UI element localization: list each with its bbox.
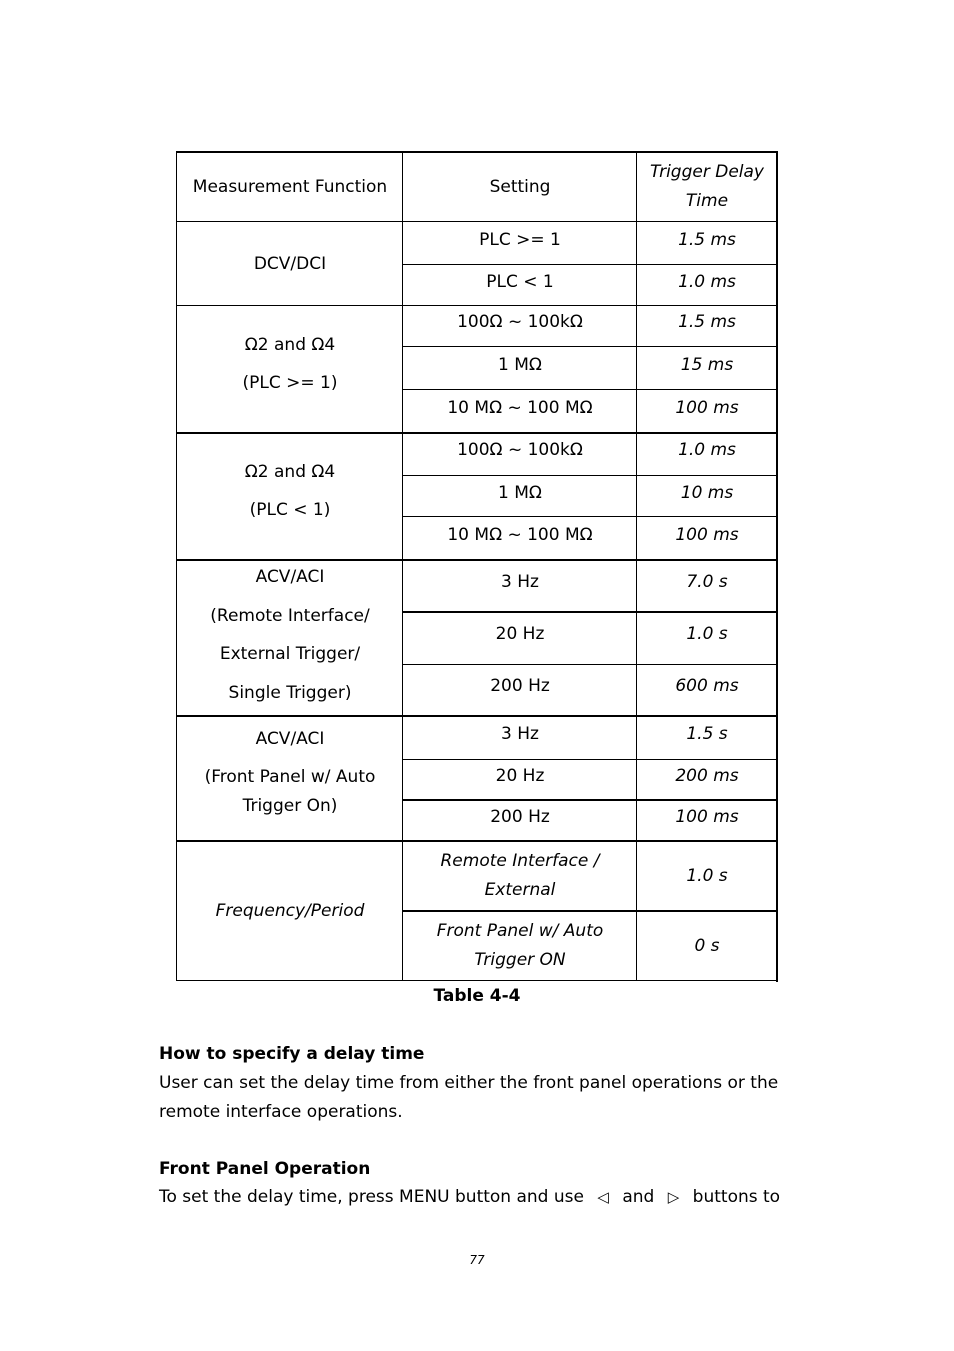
setting-cell — [403, 222, 637, 259]
function-label-line3: Trigger On) — [242, 796, 338, 816]
table-subrow-divider — [402, 759, 778, 760]
setting-cell — [403, 719, 637, 749]
section-heading-delay-time: How to specify a delay time — [159, 1044, 425, 1064]
function-label-line2: (PLC < 1) — [249, 500, 331, 520]
delay-cell — [637, 719, 777, 749]
delay-value: 100 ms — [675, 524, 739, 545]
paragraph-text: buttons to — [692, 1187, 781, 1207]
table-border-top — [176, 151, 778, 153]
setting-label: 10 MΩ ~ 100 MΩ — [447, 397, 593, 418]
table-border-bottom — [176, 980, 778, 981]
setting-label: 20 Hz — [495, 623, 545, 644]
setting-cell — [403, 264, 637, 301]
function-label-line2: (Remote Interface/ — [210, 605, 370, 626]
delay-cell — [637, 802, 777, 832]
setting-label: 100Ω ~ 100kΩ — [457, 311, 583, 332]
delay-cell — [637, 264, 777, 301]
delay-value: 100 ms — [675, 397, 739, 418]
right-arrow-icon: ▷ — [667, 1188, 680, 1206]
delay-cell — [637, 842, 777, 910]
table-row-divider — [176, 432, 778, 434]
function-label-line1: Ω2 and Ω4 — [244, 462, 336, 482]
setting-label: 1 MΩ — [498, 482, 542, 503]
setting-label: 200 Hz — [490, 675, 550, 696]
setting-label: Remote Interface / External — [440, 851, 600, 900]
setting-label: 100Ω ~ 100kΩ — [457, 439, 583, 460]
delay-cell — [637, 222, 777, 259]
function-cell-dcv-dci — [177, 222, 403, 306]
delay-value: 100 ms — [675, 806, 739, 827]
setting-cell — [403, 306, 637, 338]
setting-cell — [403, 671, 637, 701]
function-cell-ohm-plc-ge-1 — [177, 326, 403, 402]
function-label: DCV/DCI — [253, 253, 327, 274]
paragraph-text: and — [622, 1187, 655, 1207]
function-label-line2: (Front Panel w/ Auto — [204, 767, 376, 787]
function-cell-ohm-plc-lt-1 — [177, 453, 403, 529]
setting-cell — [403, 347, 637, 383]
table-subrow-divider — [402, 346, 778, 347]
setting-cell — [403, 434, 637, 466]
delay-value: 1.5 ms — [678, 311, 736, 332]
delay-value: 1.0 s — [686, 865, 728, 886]
table-subrow-divider — [402, 799, 778, 801]
table-subrow-divider — [402, 389, 778, 390]
paragraph-text: To set the delay time, press MENU button and use — [159, 1187, 584, 1207]
delay-value: 15 ms — [680, 354, 734, 375]
setting-cell — [403, 842, 637, 910]
table-row-divider — [176, 715, 778, 717]
delay-value: 1.5 s — [686, 723, 728, 744]
header-label-line1: Trigger Delay — [650, 162, 764, 182]
table-subrow-divider — [402, 664, 778, 665]
delay-value: 600 ms — [675, 675, 739, 696]
table-row-divider — [176, 559, 778, 561]
setting-cell — [403, 802, 637, 832]
table-caption: Table 4-4 — [433, 986, 521, 1006]
delay-value: 7.0 s — [686, 571, 728, 592]
setting-cell — [403, 912, 637, 980]
setting-cell — [403, 518, 637, 552]
section-heading-front-panel: Front Panel Operation — [159, 1159, 371, 1179]
delay-value: 1.0 s — [686, 623, 728, 644]
setting-label: 10 MΩ ~ 100 MΩ — [447, 524, 593, 545]
setting-cell — [403, 567, 637, 597]
delay-cell — [637, 390, 777, 426]
delay-value: 1.0 ms — [678, 439, 736, 460]
table-subrow-divider — [402, 475, 778, 476]
paragraph-line: User can set the delay time from either the front panel operations or the — [159, 1073, 779, 1093]
left-arrow-icon: ◁ — [597, 1188, 609, 1206]
delay-value: 0 s — [694, 935, 720, 956]
table-row-divider — [176, 305, 778, 306]
page-number: 77 — [469, 1253, 485, 1267]
delay-value: 200 ms — [675, 765, 739, 786]
delay-cell — [637, 671, 777, 701]
table-border-right — [776, 151, 778, 982]
setting-cell — [403, 390, 637, 426]
header-label: Measurement Function — [192, 176, 388, 197]
delay-cell — [637, 347, 777, 383]
section-paragraph-delay-time — [159, 1069, 859, 1127]
table-subrow-divider — [402, 910, 778, 912]
function-label-line3: External Trigger/ — [219, 644, 361, 664]
delay-cell — [637, 434, 777, 466]
header-measurement-function — [177, 152, 403, 222]
setting-label: PLC < 1 — [486, 272, 554, 292]
function-label-line1: ACV/ACI — [255, 729, 325, 749]
setting-label: Front Panel w/ Auto Trigger ON — [436, 921, 604, 970]
table-subrow-divider — [402, 611, 778, 613]
setting-label: 200 Hz — [490, 806, 550, 827]
setting-label: PLC >= 1 — [479, 230, 561, 250]
function-label: Frequency/Period — [215, 901, 365, 921]
delay-value: 10 ms — [680, 482, 734, 503]
setting-label: 3 Hz — [501, 571, 539, 592]
function-cell-frequency-period — [177, 842, 403, 981]
section-paragraph-front-panel — [159, 1183, 859, 1212]
header-label: Setting — [489, 176, 551, 197]
delay-cell — [637, 476, 777, 510]
header-trigger-delay-time — [637, 152, 777, 222]
delay-cell — [637, 306, 777, 338]
function-cell-acv-aci-remote — [177, 558, 403, 710]
delay-cell — [637, 518, 777, 552]
header-setting — [403, 152, 637, 222]
setting-cell — [403, 761, 637, 791]
table-column-divider — [402, 151, 403, 981]
function-label-line2: (PLC >= 1) — [242, 373, 338, 393]
setting-label: 1 MΩ — [498, 354, 542, 375]
table-row-divider — [176, 840, 778, 842]
delay-value: 1.5 ms — [678, 230, 736, 250]
delay-cell — [637, 912, 777, 980]
function-cell-acv-aci-front-panel — [177, 725, 403, 825]
table-subrow-divider — [402, 516, 778, 517]
function-label-line1: ACV/ACI — [255, 567, 325, 587]
table-border-left — [176, 151, 177, 981]
paragraph-line: remote interface operations. — [159, 1102, 403, 1122]
setting-label: 20 Hz — [495, 765, 545, 786]
delay-cell — [637, 567, 777, 597]
header-label-line2: Time — [685, 191, 729, 211]
setting-cell — [403, 619, 637, 649]
delay-cell — [637, 761, 777, 791]
table-column-divider — [636, 151, 637, 981]
table-subrow-divider — [402, 264, 778, 265]
function-label-line1: Ω2 and Ω4 — [244, 335, 336, 355]
setting-label: 3 Hz — [501, 723, 539, 744]
function-label-line4: Single Trigger) — [228, 682, 352, 703]
delay-value: 1.0 ms — [678, 272, 736, 292]
setting-cell — [403, 476, 637, 510]
table-row-divider — [176, 221, 778, 222]
delay-cell — [637, 619, 777, 649]
